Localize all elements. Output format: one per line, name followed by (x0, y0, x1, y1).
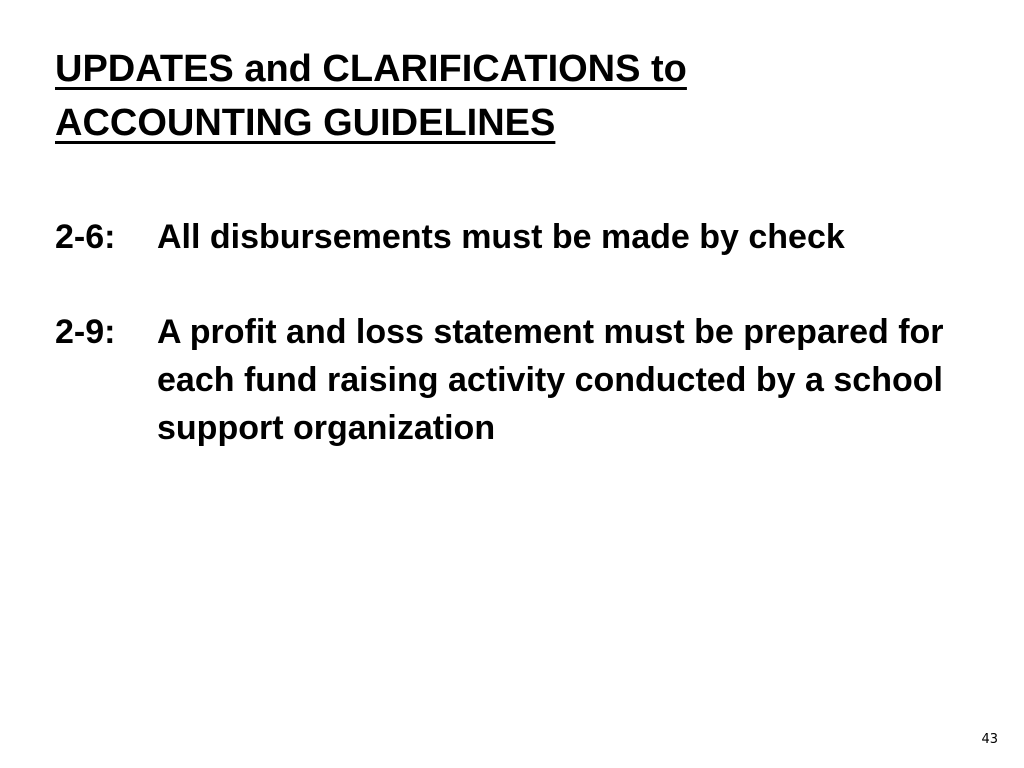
guideline-text: All disbursements must be made by check (157, 218, 845, 256)
title-line-2: ACCOUNTING GUIDELINES (55, 102, 556, 144)
guideline-2-9 (55, 308, 975, 452)
title-line-1: UPDATES and CLARIFICATIONS to (55, 48, 687, 90)
guideline-text: A profit and loss statement must be prepared for each fund raising activity conducted by a school support organization (157, 313, 944, 447)
page-number: 43 (981, 732, 998, 747)
guideline-2-6 (55, 213, 975, 261)
guideline-number: 2-6: (55, 218, 116, 256)
slide-title (55, 42, 955, 150)
guideline-number: 2-9: (55, 313, 116, 351)
